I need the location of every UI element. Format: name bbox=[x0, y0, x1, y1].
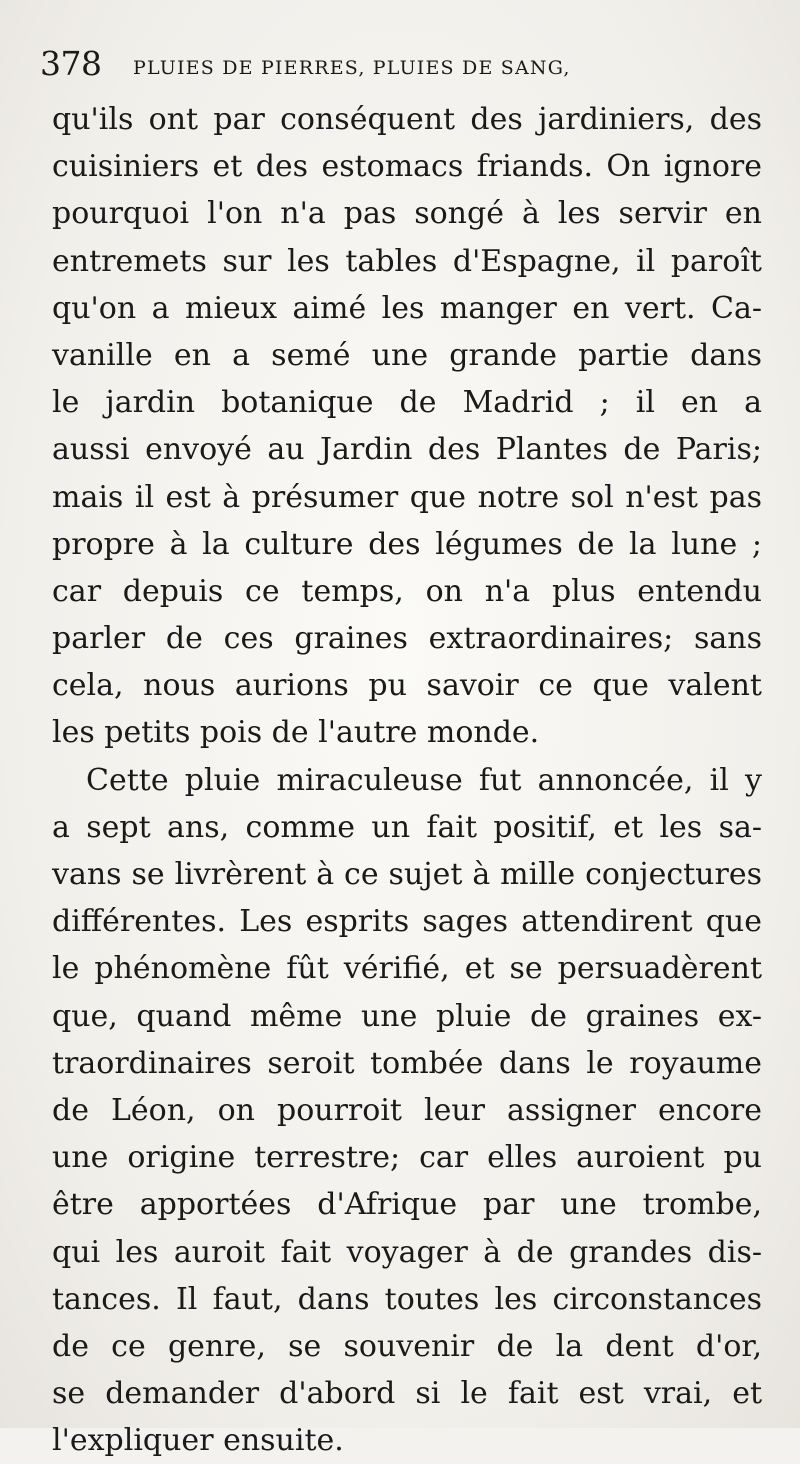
text-line: cuisiniers et des estomacs friands. On ignore bbox=[52, 149, 762, 185]
text-line: vanille en a semé une grande partie dans bbox=[52, 337, 762, 373]
text-line: le phénomène fût vérifié, et se persuadèrent bbox=[52, 951, 762, 987]
text-line: entremets sur les tables d'Espagne, il paroît bbox=[52, 243, 762, 279]
text-line: le jardin botanique de Madrid ; il en a bbox=[52, 385, 762, 421]
text-line: une origine terrestre; car elles auroient pu bbox=[52, 1140, 762, 1176]
text-line: de ce genre, se souvenir de la dent d'or, bbox=[52, 1328, 762, 1364]
text-line: parler de ces graines extraordinaires; sans bbox=[52, 621, 762, 657]
text-line: de Léon, on pourroit leur assigner encore bbox=[52, 1092, 762, 1128]
text-line: que, quand même une pluie de graines ex- bbox=[52, 998, 762, 1034]
text-line: car depuis ce temps, on n'a plus entendu bbox=[52, 573, 762, 609]
text-line: vans se livrèrent à ce sujet à mille conjectures bbox=[52, 857, 762, 892]
text-line: Cette pluie miraculeuse fut annoncée, il y bbox=[86, 762, 762, 798]
text-line: cela, nous aurions pu savoir ce que valent bbox=[52, 668, 762, 704]
page-header bbox=[40, 44, 680, 84]
text-line: aussi envoyé au Jardin des Plantes de Paris; bbox=[52, 432, 762, 468]
text-line: les petits pois de l'autre monde. bbox=[52, 715, 540, 751]
body-text bbox=[52, 96, 762, 1464]
page-number: 378 bbox=[40, 44, 102, 83]
text-line: être apportées d'Afrique par une trombe, bbox=[52, 1187, 762, 1223]
text-line: l'expliquer ensuite. bbox=[52, 1423, 344, 1459]
text-line: pourquoi l'on n'a pas songé à les servir en bbox=[52, 196, 762, 232]
text-line: mais il est à présumer que notre sol n'est pas bbox=[52, 479, 762, 515]
paragraph bbox=[52, 96, 762, 757]
text-line: différentes. Les esprits sages attendirent que bbox=[52, 904, 762, 940]
text-line: se demander d'abord si le fait est vrai, et bbox=[52, 1376, 762, 1412]
text-line: tances. Il faut, dans toutes les circonstances bbox=[52, 1281, 762, 1317]
text-line: qu'ils ont par conséquent des jardiniers, des bbox=[52, 102, 762, 137]
text-line: a sept ans, comme un fait positif, et les sa- bbox=[52, 809, 762, 845]
text-line: propre à la culture des légumes de la lune ; bbox=[52, 526, 762, 562]
paragraph bbox=[52, 757, 762, 1464]
text-line: traordinaires seroit tombée dans le royaume bbox=[52, 1045, 762, 1081]
text-line: qu'on a mieux aimé les manger en vert. Ca- bbox=[52, 290, 762, 326]
text-line: qui les auroit fait voyager à de grandes dis- bbox=[52, 1234, 762, 1270]
running-head: PLUIES DE PIERRES, PLUIES DE SANG, bbox=[133, 57, 571, 79]
